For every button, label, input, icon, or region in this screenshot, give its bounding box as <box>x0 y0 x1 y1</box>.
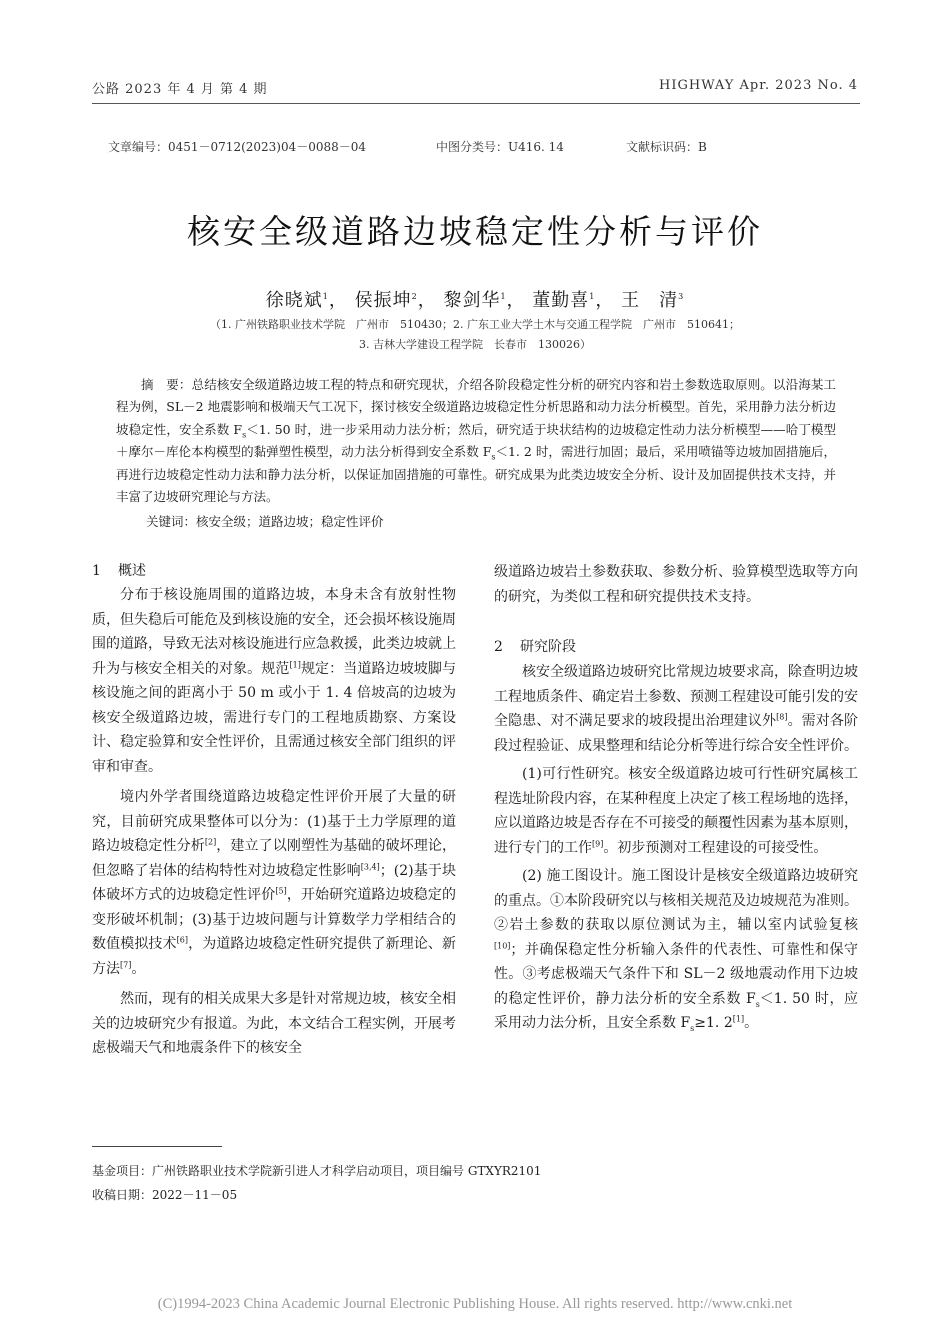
paragraph <box>494 762 858 860</box>
section-title: 概述 <box>118 563 146 579</box>
author-affiliation-mark: 1 <box>589 292 596 301</box>
running-header-left: 公路 2023 年 4 月 第 4 期 <box>92 82 268 97</box>
author-affiliation-mark: 3 <box>678 292 685 301</box>
text: 。 <box>131 960 146 977</box>
author-name: 王 清 <box>621 290 679 311</box>
paragraph <box>494 864 858 1036</box>
text: ，建立了以刚塑性为基础的破坏理论，但忽略了岩体的结构特性对边坡稳定性影响 <box>92 838 457 879</box>
citation: [3,4] <box>360 861 380 871</box>
text: ，为道路边坡稳定性研究提供了新理论、新方法 <box>92 936 457 977</box>
keywords-label: 关键词： <box>146 514 197 529</box>
fund-note: 基金项目：广州铁路职业技术学院新引进人才科学启动项目，项目编号 GTXYR2101 <box>92 1164 542 1178</box>
paragraph <box>494 660 858 758</box>
article-number: 文章编号：0451－0712(2023)04－0088－04 <box>108 140 367 154</box>
abstract-text: 总结核安全级道路边坡工程的特点和研究现状，介绍各阶段稳定性分析的研究内容和岩土参数选取原则。以沿海某工程为例，SL－2 地震影响和极端天气工况下，探讨核安全级道路边坡稳定性分析思路和动力法分析模型。首先，采用静力法分析边坡稳定性，安全系数 F <box>116 377 836 437</box>
text: ，开始研究道路边坡稳定的变形破坏机制；(3)基于边坡问题与计算数学力学相结合的数值模拟技术 <box>92 887 457 952</box>
text: ；(2)基于块体破坏方式的边坡稳定性评价 <box>92 862 456 903</box>
text: 。需对各阶段过程验证、成果整理和结论分析等进行综合安全性评价。 <box>494 713 858 754</box>
footnote-rule <box>92 1146 222 1147</box>
author-affiliation-mark: 1 <box>322 292 329 301</box>
text: (1)可行性研究。核安全级道路边坡可行性研究属核工程选址阶段内容，在某种程度上决定了核工程场地的选择，应以道路边坡是否存在不可接受的颠覆性因素为基本原则，进行专门的工作 <box>494 766 858 856</box>
text: (2) 施工图设计。施工图设计是核安全级道路边坡研究的重点。①本阶段研究以与核相关规范及边坡规范为准则。②岩土参数的获取以原位测试为主，辅以室内试验复核 <box>494 868 858 933</box>
keywords-text: 核安全级；道路边坡；稳定性评价 <box>196 514 384 529</box>
subscript: s <box>242 430 247 440</box>
document-code: 文献标识码：B <box>626 140 707 154</box>
citation: [1] <box>289 659 301 669</box>
received-date: 收稿日期：2022－11－05 <box>92 1188 238 1202</box>
section-number: 1 <box>92 563 101 579</box>
citation: [7] <box>120 959 132 969</box>
author-name: 侯振坤 <box>354 290 412 311</box>
subscript: s <box>690 1023 695 1033</box>
author-affiliation-mark: 2 <box>411 292 418 301</box>
section-2-heading <box>494 636 576 656</box>
author-name: 徐晓斌 <box>265 290 323 311</box>
subscript: s <box>491 452 496 462</box>
paragraph <box>92 785 456 981</box>
abstract-text: ＜1. 2 时，需进行加固；最后，采用喷锚等边坡加固措施后，再进行边坡稳定性动力法和静力法分析，以保证加固措施的可靠性。研究成果为此类边坡安全分析、设计及加固提供技术支持，并丰富了边坡研究理论与方法。 <box>116 444 836 505</box>
right-column <box>494 660 858 1036</box>
text: 级道路边坡岩土参数获取、参数分析、验算模型选取等方向的研究，为类似工程和研究提供技术支持。 <box>494 564 858 605</box>
affiliation-line-2: 3. 吉林大学建设工程学院 长春市 130026） <box>359 338 591 351</box>
text: ；并确保稳定性分析输入条件的代表性、可靠性和保守性。③考虑极端天气条件下和 SL－2 级地震动作用下边坡的稳定性评价，静力法分析的安全系数 F <box>494 941 858 1007</box>
affiliation-line-1: （1. 广州铁路职业技术学院 广州市 510430；2. 广东工业大学土木与交通工程学院 广州市 510641； <box>210 318 740 331</box>
author-affiliation-mark: 1 <box>500 292 507 301</box>
right-column-continuation <box>494 560 858 609</box>
citation: [8] <box>776 712 788 722</box>
copyright-notice: (C)1994-2023 China Academic Journal Electronic Publishing House. All rights reserved. http://www.cnki.net <box>157 1296 793 1312</box>
section-title: 研究阶段 <box>520 639 576 655</box>
citation: [9] <box>592 838 604 848</box>
abstract <box>116 374 836 508</box>
abstract-label: 摘 要： <box>141 377 192 392</box>
citation: [1] <box>732 1014 745 1024</box>
text: 。初步预测对工程建设的可接受性。 <box>603 839 828 856</box>
clc-number: 中图分类号：U416. 14 <box>436 140 564 154</box>
citation: [10] <box>494 940 511 950</box>
citation: [5] <box>275 886 287 896</box>
section-number: 2 <box>494 639 503 655</box>
paragraph <box>92 583 456 779</box>
text: 分布于核设施周围的道路边坡，本身未含有放射性物质，但失稳后可能危及到核设施的安全，还会损坏核设施周围的道路，导致无法对核设施进行应急救援，此类边坡就上升为与核安全相关的对象。规范 <box>92 587 456 677</box>
citation: [6] <box>176 935 188 945</box>
paragraph <box>92 987 456 1061</box>
citation: [2] <box>204 837 217 847</box>
text: ＜1. 50 时，应采用动力法分析，且安全系数 F <box>494 990 858 1031</box>
text: 。 <box>744 1015 759 1031</box>
paragraph <box>494 560 858 609</box>
header-rule <box>92 103 860 104</box>
left-column <box>92 583 456 1061</box>
text: 规定：当道路边坡坡脚与核设施之间的距离小于 50 m 或小于 1. 4 倍坡高的边坡为核安全级道路边坡，需进行专门的工程地质勘察、方案设计、稳定验算和安全性评价，且需通过核安全部门组织的评审和审查。 <box>92 660 457 775</box>
author-name: 董勤喜 <box>532 290 590 311</box>
text: 核安全级道路边坡研究比常规边坡要求高，除查明边坡工程地质条件、确定岩土参数、预测工程建设可能引发的安全隐患、对不满足要求的坡段提出治理建议外 <box>494 664 858 729</box>
paper-title: 核安全级道路边坡稳定性分析与评价 <box>187 212 763 251</box>
text: 境内外学者围绕道路边坡稳定性评价开展了大量的研究，目前研究成果整体可以分为：(1)基于土力学原理的道路边坡稳定性分析 <box>92 789 456 854</box>
running-header-right: HIGHWAY Apr. 2023 No. 4 <box>659 78 858 93</box>
author-name: 黎剑华 <box>443 290 501 311</box>
subscript: s <box>755 999 760 1009</box>
keywords <box>146 512 384 530</box>
text: 然而，现有的相关成果大多是针对常规边坡，核安全相关的边坡研究少有报道。为此，本文结合工程实例，开展考虑极端天气和地震条件下的核安全 <box>92 991 456 1056</box>
abstract-text: ＜1. 50 时，进一步采用动力法分析；然后，研究适于块状结构的边坡稳定性动力法分析模型——哈丁模型＋摩尔－库伦本构模型的黏弹塑性模型，动力法分析得到安全系数 F <box>116 421 837 460</box>
text: ≥1. 2 <box>694 1015 733 1031</box>
section-1-heading <box>92 560 146 580</box>
author-list: 徐晓斌$^1$， 侯振坤$^2$， 黎剑华$^1$， 董勤喜$^1$， 王 清$^3$ <box>265 290 685 311</box>
